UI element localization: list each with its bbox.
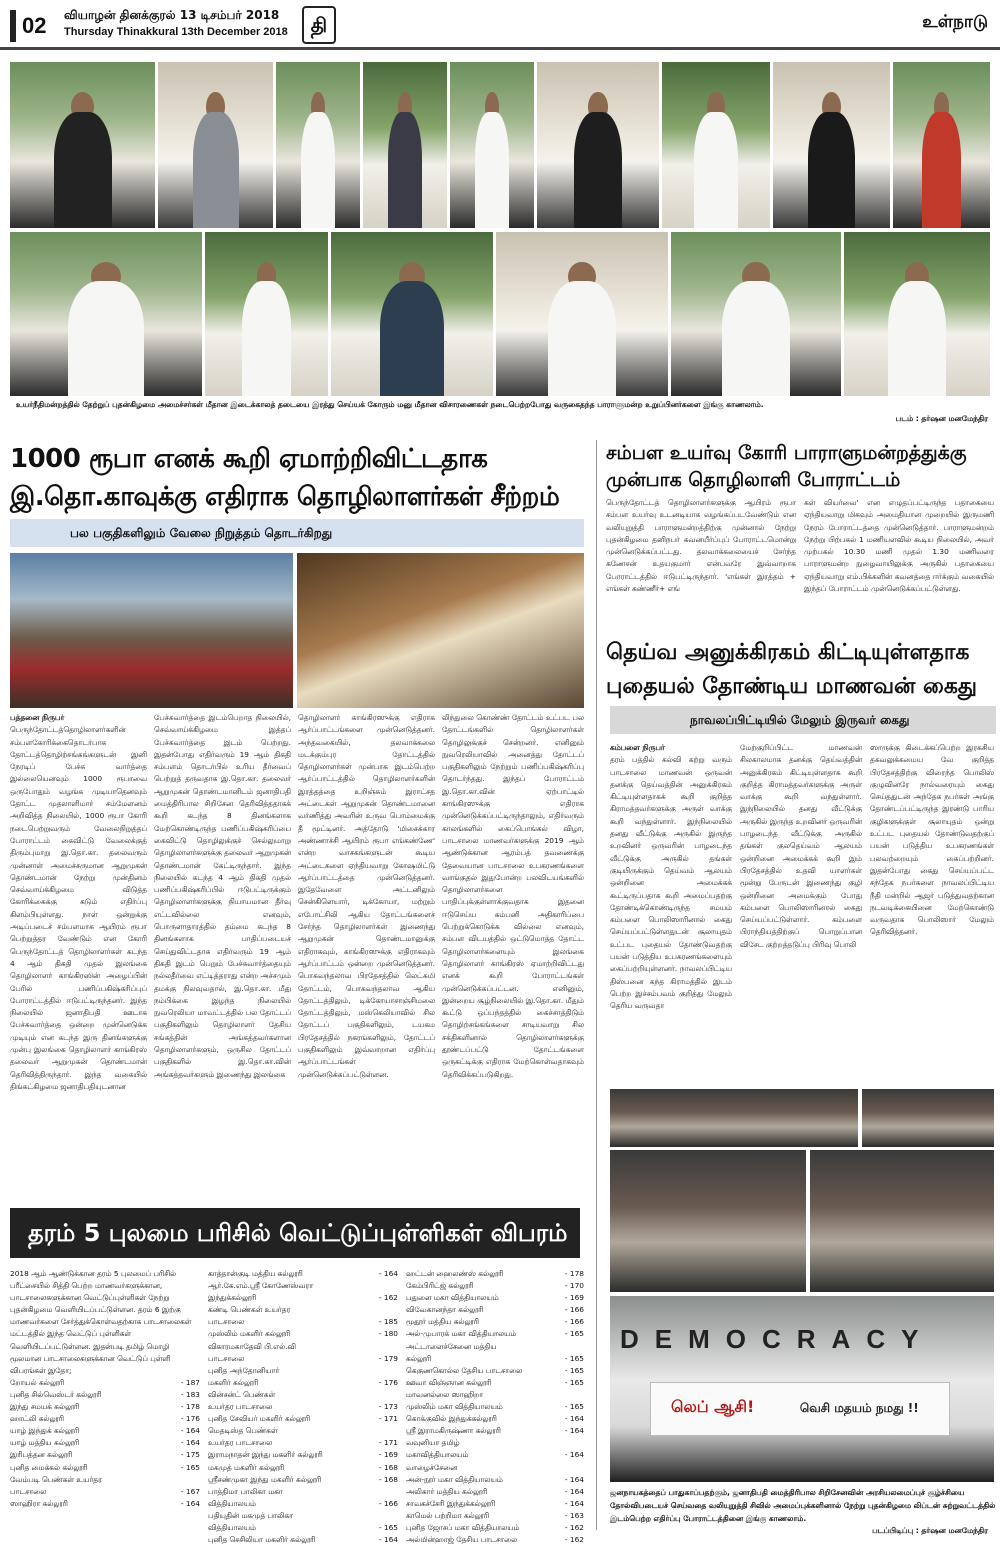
main-headline-line1: 1000 ரூபா எனக் கூறி ஏமாற்றிவிட்டதாக [10,444,488,474]
photo-mp-11 [205,232,328,396]
school-name: வாழைச்சேனை [406,1462,458,1472]
cutoff-row [10,1449,200,1461]
photo-caption: உயர்நீதிமன்றத்தில் தேற்றுப் புதன்கிழமை அமைச்சர்கள் மீதான இடைக்காலத் தடையை இரத்து செய்யக் கோரும் மனு மீதான விசாரணைகள் நடைபெற்றபோது வருகைதந்த பாராளுமன்ற உறுப்பினர்களை இங்கு காணலாம். [10,397,990,413]
cutoff-row [406,1365,584,1377]
cutoff-mark: - 170 [564,1281,584,1291]
school-name: கெகுணகொல்ல தேசிய பாடசாலை [406,1365,523,1375]
scholarship-intro: 2018 ஆம் ஆண்டுக்கான தரம் 5 புலமைப் பரிசில் பரீட்சையில் சித்தி பெற்ற மாணவர்களுக்கான, பாடசாலைகளுக்கான வெட்டுப்புள்ளிகள் நேற்று புதன்கிழமை வெளியிடப்பட்டுள்ளன. தரம் 6 இற்கு மாணவர்களை சேர்த்துக்கொள்வதற்காக பாடசாலைகள் மட்டத்தில் இந்த வெட்டுப் புள்ளிகள் வெளியிடப்பட்டுள்ளன. இதன்படி தமிழ் மொழி மூலமான பாடசாலைகளுக்கான வெட்டுப் புள்ளி விபரங்கள் இதோ; [10,1269,192,1375]
photo-civil-protest-1 [610,1089,858,1147]
school-name: கொக்குவில் இந்துக்கல்லூரி [406,1414,497,1424]
school-name: அன்-நூர் மகா வித்தியாலயம் [406,1474,503,1484]
right-photo-caption: ஜனநாயகத்தைப் பாதுகாப்பதற்கும், ஜனாதிபதி மைத்திரிபால சிறிசேனவின் அரசியலமைப்புச் சூழ்ச்சியை தோல்விபடையச் செய்வதை வலியுறுத்தி சிவில் அமைப்புக்களினால் நேற்று புதன்கிழமை லிப்டன் சுற்றுவட்டத்தில் இடம்பெற்ற எதிர்ப்பு போராட்டத்தினை இங்கு காணலாம். [610,1488,996,1523]
cutoff-row [208,1365,398,1377]
protest-banner [650,1382,950,1436]
school-name: வேம்படி பெண்கள் உயர்தர [10,1474,102,1484]
cutoff-row [208,1316,398,1328]
cutoff-row [10,1377,200,1389]
scholarship-col1 [10,1268,200,1534]
cutoff-list-2 [208,1268,398,1545]
cutoff-mark: - 179 [378,1353,398,1363]
school-name: இரிபத்தன கல்லூரி [10,1450,73,1460]
cutoff-row [406,1449,584,1461]
cutoff-mark: - 164 [564,1414,584,1424]
school-name: பாடசாலை [208,1353,245,1363]
school-name: ஸாஹிரா கல்லூரி [10,1498,68,1508]
school-name: வித்தியாலயம் [208,1522,256,1532]
right-story-2-col1 [610,742,732,1082]
school-name: மகமுத் மகளிர் கல்லூரி [208,1462,285,1472]
photo-mp-4 [363,62,447,228]
democracy-letters: DEMOCRACY [620,1324,935,1354]
right-story-1-col1: பெருந்தோட்டத் தொழிலாளர்களுக்கு ஆயிரம் ரூபா சம்பள உயர்வு உடனடியாக வழங்கப்படவேண்டும் என வலியுறுத்தி பாராளுமன்றத்திற்கு முன்னால் நேற்று புதன்கிழமை தனிநபர் கவனயீர்ப்புப் போராட்டமொன்று முன்னெடுக்கப்பட்டது. தலவாக்கலையைச் சேர்ந்த கணேசன் உதயகுமார் என்பவரே இவ்வாறாக போராட்டத்தில் ஈடுபட்டிருந்தார். 'எங்கள் இரத்தம் + எங்கள் கண்ணீர்+ எங் [606,498,796,594]
cutoff-row [406,1377,584,1389]
cutoff-mark: - 165 [564,1353,584,1363]
cutoff-mark: - 171 [378,1414,398,1424]
cutoff-mark: - 164 [378,1269,398,1278]
cutoff-mark: - 175 [180,1450,200,1460]
cutoff-row [406,1280,584,1292]
cutoff-row [406,1341,584,1353]
school-name: காமெல் பற்றிமா கல்லூரி [406,1510,490,1520]
right-headline-2 [606,636,996,704]
cutoff-mark: - 166 [564,1305,584,1315]
school-name: மகாவித்தியாலயம் [406,1450,469,1460]
protest-banner-text-1: லெப் ஆசி! [671,1397,755,1416]
school-name: முஸ்லிம் மகா வித்தியாலயம் [406,1402,503,1412]
cutoff-mark: - 165 [564,1377,584,1387]
cutoff-mark: - 164 [564,1498,584,1508]
cutoff-mark: - 166 [564,1317,584,1327]
cutoff-row [406,1425,584,1437]
cutoff-row [406,1413,584,1425]
cutoff-row [406,1328,584,1340]
school-name: வவுனியா தமிழ் [406,1438,460,1448]
page-header [0,0,1000,50]
cutoff-mark: - 164 [180,1498,200,1508]
photo-mp-15 [844,232,990,396]
school-name: இந்து சமயக் கல்லூரி [10,1402,80,1412]
cutoff-mark: - 164 [180,1438,200,1448]
photo-civil-protest-3 [610,1150,806,1292]
photo-mp-14 [671,232,841,396]
right-story-2-col3: ஸாருக்கு கிடைக்கப்பெற்ற இரகசிய தகவலுக்கமைய வே குறித்த பிரதேசத்திற்கு விரைந்த பொலிஸ் குழுவினரே நால்வரையும் கைது செய்ததுடன் அந்தேக நபர்கள் அங்கு தோண்டப்பட்டிருந்த இரண்டு பாரிய குழிகளுக்குள் சூலாயுதம் ஒன்று உட்பட புதையல் தோண்டுவதற்குப் பயன் படுத்திய உபகரணங்கள் பலவற்றையும் கைப்பற்றினர். இதன்போது கைது செய்யப்பட்ட சந்தேக நபர்களை நாவலப்பிட்டிய நீதி மன்றில் ஆஜர் படுத்துவதற்கான நடவடிக்கையினை மேற்கொண்டு வருவதாக பொலிஸார் மேலும் தெரிவித்தனர். [870,743,994,937]
cutoff-mark: - 171 [378,1438,398,1448]
cutoff-row [208,1328,398,1340]
school-name: புனித செசிலியா மகளிர் கல்லூரி [208,1535,316,1545]
school-name: றோயல் கல்லூரி [10,1377,65,1387]
school-name: புனித ஜோசப் மகா வித்தியாலயம் [406,1522,520,1532]
school-name: பதுளை மகா வித்தியாலயம் [406,1293,499,1303]
cutoff-row [10,1413,200,1425]
right-headline-2-line2: புதையல் தோண்டிய மாணவன் கைது [606,674,977,699]
photo-mp-7 [662,62,770,228]
main-story-col3: தொழிலாளர் காங்கிரஸுக்கு எதிராக ஆர்ப்பாட்டங்களை முன்னெடுத்தனர். அந்தவகையில், தலவாக்கலை மடக்கும்புர தோட்டத்தில் தொழிலாளர்கள் முன்பாக இடம்பெற்ற ஆர்ப்பாட்டத்தில் தொழிலாளர்களின் இரத்தத்தை உறிஞ்சும் இராட்சத அட்டைகள் ஆறுமுகன் தொண்டமானை வர்ணித்து அவரின் உருவ பொம்மைக்கு தீ மூட்டினர். அத்தோடு 'மிசைக்கார அண்ணாச்சி ஆயிரம் ரூபா எங்கண்ணே' என்ற வாசகங்களுடன் கூடிய அட்டைகளை ஏந்தியவாறு கோஷமிட்டு ஆர்ப்பாட்டத்தை முன்னெடுத்தனர். இதேவேளை அட்டனிலும் சென்கிளெயார், டிக்கோயா, மற்றும் எபோட்சிலி ஆகிய தோட்டங்களைச் சேர்ந்த தொழிலாளர்கள் இணைந்து ஆறுமுகன் தொண்டமானுக்கு எதிராகவும், காங்கிரஸுக்கு எதிராகவும் ஆர்ப்பாட்டம் ஒன்றை முன்னெடுத்தனர். பொகவந்தலாவ பிரதேசத்தில் லெட்சுமி தோட்டம், பொகவந்தலாவ ஆகிய தோட்டத்திலும், டிக்கோயாசாஞ்சிமலை தோட்டத்திலும், மஸ்கெலியாவில் சில தோட்டப் பகுதிகளிலும், டயகம பிரதேசத்தில் நகரங்களிலும், தோட்டப் பகுதிகளிலும் இவ்வாறான எதிர்ப்பு ஆர்ப்பாட்டங்கள் முன்னெடுக்கப்பட்டுள்ளன. [298,713,435,1079]
school-name: மெதடிஸ்த பெண்கள் [208,1426,278,1436]
cutoff-row [406,1522,584,1534]
cutoff-row [208,1401,398,1413]
cutoff-row [406,1462,584,1474]
photo-civil-protest-4 [810,1150,994,1292]
cutoff-mark: - 169 [378,1450,398,1460]
cutoff-mark: - 163 [564,1510,584,1520]
cutoff-row [10,1389,200,1401]
photo-mp-5 [450,62,534,228]
school-name: அட்டாளைச்சேனை மத்திய [406,1341,497,1351]
school-name: மூதூர் மத்திய கல்லூரி [406,1317,479,1327]
cutoff-mark: - 169 [564,1293,584,1303]
page-number: 02 [10,10,56,42]
cutoff-mark: - 164 [378,1535,398,1545]
school-name: அலிகார் மத்திய கல்லூரி [406,1486,488,1496]
cutoff-row [406,1534,584,1546]
cutoff-mark: - 164 [180,1426,200,1436]
school-name: விவேகானந்தா கல்லூரி [406,1305,484,1315]
main-story-text-1: பெருந்தோட்டத்தொழிலாளர்களின் சம்பளகோரிக்கைதொடர்பாக தோட்டத்தொழிற்சங்கங்களுடன் இனி நேரடிப் பேச்சு வார்த்தை இல்லையெனவும் 1000 ரூபாவை ஒருபோதும் வழங்க முடியாதெனவும் தோட்ட முதலாளிமார் சம்மேளனம் அறிவித்த நிலையில், 1000 ரூபா கோரி நடைபெற்றுவரும் வேலைநிறுத்தப் போராட்டம் கைவிட்டு வேலைக்குத் திரும்புமாறு இ.தொ.கா. தலைவரும் முன்னாள் அமைச்சருமான ஆறுமுகன் தொண்டமான் நேற்று முன்தினம் செவ்வாய்க்கிழமை விடுத்த கோரிக்கைக்கு கடும் எதிர்ப்பு கிளம்பியுள்ளது. நாள் ஒன்றுக்கு அடிப்படைச் சம்பளமாக ஆயிரம் ரூபா பெற்றுத்தர வேண்டும் என கோரி பெருந்தோட்டத் தொழிலாளர்கள் கடந்த 4 ஆம் திகதி முதல் இலங்கை தொழிலாளர் காங்கிரஸின் அழைப்பின் பேரில் பணிப்பகிஷ்கரிப்புப் போராட்டத்தில் ஈடுபட்டிருந்தனர். இந்த நிலையில் ஜனாதிபதி ஊடாக பேச்சுவார்த்தை ஒன்றை முன்னெடுக்க முடியும் என கடந்த இரு தினங்களுக்கு முன்பு இலங்கை தொழிலாளர் காங்கிரஸ் தலைவர் ஆறுமுகன் தொண்டமான் தெரிவித்திருந்தார். இந்த வகையில் திங்கட்கிழமை ஜனாதிபதியுடனான [10,725,147,1091]
cutoff-row [10,1437,200,1449]
cutoff-mark: - 180 [378,1329,398,1339]
main-story-col2: பேச்சுவார்த்தை இடம்பெறாத நிலையில், செவ்வாய்க்கிழமை இத்தப் பேச்சுவார்த்தை இடம் பெற்றது. இதன்போது எதிர்வரும் 19 ஆம் திகதி சம்பளம் தொடர்பில் உரிய தீர்வைப் பெற்றுத் தருவதாக இ.தொ.கா. தலைவர் ஆறுமுகன் தொண்டமானிடம் ஜனாதிபதி மைத்திரிபால சிறிசேன தெரிவித்ததாகக் கூறி கடந்த 8 தினங்களாக மேற்கொண்டிருந்த பணிப்பகிஷ்கரிப்பை கைவிட்டு தொழிலுக்குச் செல்லுமாறு தொழிலாளர்களுக்கு தலைவர் ஆறுமுகன் தொண்டமான் கேட்டிருந்தார். இந்த நிலையில் கடந்த 4 ஆம் திகதி முதல் பணிப்பகிஷ்கரிப்பில் ஈடுபட்டிருக்கும் தொழிலாளர்களுக்கு நியாயமான தீர்வு எட்டவில்லை எனவும், பொருளாதாரத்தில் தம்மை கடந்த 8 தினங்களாக பாதிப்படையச் செய்துவிட்டதாக எதிர்வரும் 19 ஆம் திகதி இடம் பெறும் பேச்சுவார்த்தையும் நல்லதீர்வை எட்டித்தராது என்ற அச்சமும் தமக்கு நிலவுவதால், இ.தொ.கா. மீது நம்பிக்கை இழந்த நிலையில் நுவரெலியா மாவட்டத்தில் பல தோட்டப் பகுதிகளிலும் தொழிலாளர் தேசிய சங்கத்தின் அங்கத்தவர்களான தொழிலாளர்களும், ஒருசில தோட்டப் பகுதிகளில் இ.தொ.கா.வின் அங்கத்தவர்களும் இணைந்து இலங்கை [154,713,291,1079]
header-date-english: Thursday Thinakkural 13th December 2018 [64,26,288,38]
cutoff-mark: - 167 [180,1486,200,1496]
cutoff-mark: - 178 [564,1269,584,1278]
cutoff-mark: - 176 [180,1414,200,1424]
right-headline-1-line1: சம்பள உயர்வு கோரி பாராளுமன்றத்துக்கு [606,442,967,464]
democracy-banner [620,1324,980,1358]
school-name: புனித சேவியர் மகளிர் கல்லூரி [208,1414,311,1424]
cutoff-mark: - 178 [180,1402,200,1412]
cutoff-row [406,1401,584,1413]
right-story-1-col2: கள் வியர்வை' என எழுதப்பட்டிருந்த பதாகையை ஏந்தியவாறு மிகவும் அமைதியான முறையில் இருமணி நேரம் போராட்டத்தை முன்னெடுத்தார். பாராளுமன்றம் நேற்று பிற்பகல் 1 மணியளவில் கூடிய நிலையில், அவர் முற்பகல் 10.30 மணி முதல் 1.30 மணிவரை பாராளுமன்ற நுழைவாயிலுக்கு அருகில் பதாகையை ஏந்தியவாறு எம்.பிக்களின் கவனத்தை ஈர்க்கும் வகையில் இந்தப் போராட்டம் முன்னெடுக்கப்பட்டுள்ளது. [804,498,994,594]
right-story-2-text-1: தரம் பத்தில் கல்வி கற்று வரும் பாடசாலை மாணவன் ஒருவன் தனக்கு தெய்வத்தின் அனுக்கிரகம் கிட்டியுள்ளதாகக் கூறி குறித்த கிராமத்தவர்களுக்கு அருள் வாக்கு கூறி வந்துள்ளார். இந்நிலையில் தனது வீட்டுக்கு அருகில் இருந்த உறவினர் ஒருவரின் பாழடைந்த வீட்டுக்கு அருகில் தங்கள் குடியிருக்கும் தெய்வம் ஆலயம் ஒன்றினை அமைக்கக் கூட்டிருப்பதாக கூறி அமைப்பதற்கு தோண்டிக்கொண்டிருந்த சமயம் கம்பளை பொலிஸாரினால் கைது செய்யப்பட்டுள்ளதுடன் சூலாயுதம் உட்பட புதையல் தோண்டுவதற்கு பயன் படுத்திய உபகரணங்களையும் கைப்பற்றியுள்ளனர். நாவலப்பிட்டிய திஸ்பனை கந்த கிராமத்தில் இடம் பெற்ற இச்சம்பவம் குறித்து மேலும் தெரிய வருவதா [610,755,732,1011]
cutoff-row [208,1425,398,1437]
cutoff-mark: - 166 [378,1498,398,1508]
scholarship-headline: தரம் 5 புலமை பரிசில் வெட்டுப்புள்ளிகள் விபரம் [10,1208,580,1258]
cutoff-row [208,1268,398,1280]
school-name: ஆர்.கே.எம்.ஸ்ரீ கோணேஸ்வரா [208,1281,314,1291]
cutoff-mark: - 164 [564,1474,584,1484]
school-name: அல்-முபாரக் மகா வித்தியாலயம் [406,1329,517,1339]
cutoff-mark: - 162 [378,1293,398,1303]
main-byline: பத்தனை நிருபர் [10,713,65,722]
school-name: அல்மின்ஹாஜ் தேசிய பாடசாலை [406,1535,518,1545]
cutoff-row [406,1304,584,1316]
cutoff-row [208,1389,398,1401]
cutoff-mark: - 168 [378,1474,398,1484]
right-headline-1-line2: முன்பாக தொழிலாளி போராட்டம் [606,469,901,491]
cutoff-mark: - 165 [378,1522,398,1532]
section-title: உள்நாடு [922,12,988,32]
right-headline-2-line1: தெய்வ அனுக்கிரகம் கிட்டியுள்ளதாக [606,640,970,665]
school-name: ஊவா விஞ்ஞான கல்லூரி [406,1377,492,1387]
photo-mp-12 [331,232,493,396]
photo-mp-1 [10,62,155,228]
newspaper-logo: தி [302,6,336,44]
cutoff-row [208,1486,398,1498]
cutoff-row [10,1486,200,1498]
photo-civil-protest-2 [862,1089,994,1147]
column-divider [596,440,597,1530]
cutoff-mark: - 162 [564,1522,584,1532]
school-name: வித்தியாலயம் [208,1498,256,1508]
cutoff-row [10,1401,200,1413]
school-name: புனித மைக்கல் கல்லூரி [10,1462,88,1472]
main-headline [10,440,595,516]
cutoff-mark: - 187 [180,1377,200,1387]
cutoff-row [208,1377,398,1389]
photo-mp-10 [10,232,202,396]
cutoff-list-1 [10,1377,200,1510]
cutoff-row [208,1510,398,1522]
school-name: இந்துக்கல்லூரி [208,1293,257,1303]
right-headline-1 [606,440,996,494]
school-name: யாழ் இந்துக் கல்லூரி [10,1426,80,1436]
cutoff-row [406,1316,584,1328]
main-story-col4: லிந்துலை கொண்ண் தோட்டம் உட்பட பல தோட்டங்களில் தொழிலாளர்கள் தொழிலுக்குச் சென்றனர். எனினும் நுவரெலியாவில் அனைத்து தோட்டப் பகுதிகளிலும் நேற்றும் பணிப்பகிஷ்கரிப்பு தொடர்ந்தது. இந்தப் போராட்டம் இ.தொ.கா.வின் ஏற்பாட்டில் காங்கிரஸுக்கு எதிராக முன்னெடுக்கப்பட்டிருந்தாலும், எதிர்வரும் காலங்களில் கைப்பொங்கல் விழா, பாடசாலை மாணவர்களுக்கு 2019 ஆம் ஆண்டுக்கான ஆரம்பத் தவணைக்கு தேவையான பாடசாலை உபகரணங்களை வாங்குதல் இதுபோன்ற பலவிடயங்களில் தொழிலாளர்களை பாதிப்புக்குள்ளாக்குவதாக இதனை ஈடுசெய்ய கம்பனி அதிகாரிப்பை பெற்றுக்கொடுக்க வில்லை எனவும், சம்பள விடயத்தில் ஒட்டுமொத்த தோட்ட தொழிலாளர்களையும் இலங்கை தொழிலாளர் காங்கிரஸ் ஏமாற்றிவிட்டது எனக் கூறி போராட்டங்கள் முன்னெடுக்கப்பட்டன. எனினும், இன்றைய சூழ்நிலையில் இ.தொ.கா. மீதும் கூட்டு ஒப்பந்தத்தில் கைச்சாத்திடும் தொழிற்சங்கங்களை சாடியவாறு சில சக்திகளினால் தொழிலாளர்களுக்கு தூண்டப்பட்டு தோட்டங்களை ஒருகட்டிக்கு எதிராக மேற்கொள்வதாகவும் தெரிவிக்கப்படுகிறது. [442,713,584,1079]
school-name: உயர்தர பாடசாலை [208,1438,273,1448]
photo-mp-9 [893,62,990,228]
cutoff-mark: - 165 [564,1365,584,1375]
right-photo-credit: படப்பிடிப்பு : தர்ஷன மனமேந்திர [872,1526,988,1535]
cutoff-row [208,1304,398,1316]
school-name: கண்டி பெண்கள் உயர்தர [208,1305,291,1315]
photo-mp-8 [773,62,890,228]
main-subhead: பல பகுதிகளிலும் வேலை நிறுத்தம் தொடர்கிறது [10,519,584,547]
cutoff-mark: - 185 [378,1317,398,1327]
school-name: ஹட்டன் ஹைலண்ஸ் கல்லூரி [406,1269,504,1278]
school-name: ஸ்ரீசண்முகா இந்து மகளிர் கல்லூரி [208,1474,322,1484]
cutoff-row [10,1462,200,1474]
cutoff-row [406,1353,584,1365]
cutoff-row [406,1486,584,1498]
school-name: பாடசாலை [10,1486,47,1496]
cutoff-row [208,1353,398,1365]
photo-democracy-protest [610,1296,994,1482]
right-subhead-2: நாவலப்பிட்டியில் மேலும் இருவர் கைது [610,706,996,734]
cutoff-row [208,1413,398,1425]
photo-credit: படம் : தர்ஷன மனமேந்திர [895,414,988,423]
cutoff-row [406,1510,584,1522]
school-name: முஸ்லிம் மகளிர் கல்லூரி [208,1329,291,1339]
school-name: சாவகச்சேரி இந்துக்கல்லூரி [406,1498,496,1508]
school-name: இராமநாதன் இந்து மகளிர் கல்லூரி [208,1450,323,1460]
cutoff-row [406,1292,584,1304]
school-name: யாழ் மத்திய கல்லூரி [10,1438,80,1448]
cutoff-mark: - 162 [564,1535,584,1545]
cutoff-row [406,1474,584,1486]
cutoff-row [208,1534,398,1546]
school-name: பதியுதின் மகமுத் பாலிகா [208,1510,293,1520]
cutoff-mark: - 168 [378,1462,398,1472]
photo-mp-3 [276,62,360,228]
school-name: மகளிர் கல்லூரி [208,1377,259,1387]
school-name: உயர்தர பாடசாலை [208,1402,273,1412]
photo-mp-2 [158,62,273,228]
school-name: காத்தான்குடி மத்திய கல்லூரி [208,1269,303,1278]
cutoff-mark: - 165 [564,1329,584,1339]
cutoff-row [406,1437,584,1449]
school-name: வின்சன்ட் பெண்கள் [208,1389,276,1399]
protest-banner-text-2: வெசி மதயம் நமது !! [799,1401,919,1415]
cutoff-row [208,1462,398,1474]
school-name: கல்லூரி [406,1353,432,1363]
school-name: கேம்பிரிட்ஜ் கல்லூரி [406,1281,474,1291]
school-name: விகாரமகாதேவி பி.எல்.வி [208,1341,296,1351]
cutoff-mark: - 164 [564,1486,584,1496]
school-name: புனித சில்வெஸ்டர் கல்லூரி [10,1389,102,1399]
school-name: மாவனல்லை ஸாஹிறா [406,1389,484,1399]
photo-effigy-burning [297,553,584,708]
school-name: ஹாட்லி கல்லூரி [10,1414,64,1424]
school-name: பாடசாலை [208,1317,245,1327]
school-name: ஸ்ரீ இராமகிருஷ்ணா கல்லூரி [406,1426,501,1436]
cutoff-row [406,1498,584,1510]
main-headline-line2: இ.தொ.காவுக்கு எதிராக தொழிலாளர்கள் சீற்றம் [10,482,560,512]
right-story-2-col2: மேற்குறிப்பிட்ட மாணவன் சிலகாலமாக தனக்கு தெய்வத்தின் அனுக்கிரகம் கிட்டியுள்ளதாக கூறி குறித்த கிராமத்தவர்களுக்கு அருள் வாக்கு கூறி வந்துள்ளார். இந்நிலையில் தனது வீட்டுக்கு அருகில் இருந்த உறவினர் ஒருவரின் பாழடைந்த வீட்டுக்கு அருகில் தங்கள் குலதெய்வம் ஆலயம் ஒன்றினை அமைக்கக் கூறி இம் பிரதேசத்தில் உதவி யாளர்கள் மூன்று பேருடன் இணைந்து குழி ஒன்றினை அமைக்கும் போது கம்பளை பொலிஸாரினால் கைது செய்யப்பட்டுள்ளார். கம்பளை பிராந்தியத்திற்குப் பொறுப்பான விசேட குற்றத்தடுப்பு பிரிவு பொலி [740,743,862,949]
photo-mp-13 [496,232,668,396]
cutoff-row [10,1425,200,1437]
cutoff-row [208,1449,398,1461]
cutoff-list-3 [406,1268,584,1545]
cutoff-row [208,1474,398,1486]
cutoff-row [10,1498,200,1510]
cutoff-row [208,1341,398,1353]
school-name: புனித அந்தோனியார் [208,1365,280,1375]
photo-mp-6 [537,62,659,228]
cutoff-mark: - 173 [378,1402,398,1412]
cutoff-mark: - 165 [564,1402,584,1412]
cutoff-row [208,1280,398,1292]
cutoff-mark: - 176 [378,1377,398,1387]
cutoff-row [208,1292,398,1304]
header-date-tamil: வியாழன் தினக்குரல் 13 டிசம்பர் 2018 [64,8,280,22]
cutoff-row [406,1268,584,1280]
cutoff-mark: - 183 [180,1389,200,1399]
cutoff-row [406,1389,584,1401]
cutoff-row [208,1437,398,1449]
main-story-col1 [10,712,147,1192]
cutoff-mark: - 165 [180,1462,200,1472]
cutoff-row [208,1498,398,1510]
cutoff-row [208,1522,398,1534]
photo-worker-protest [10,553,293,708]
right-byline: கம்பளை நிருபர் [610,743,665,752]
school-name: பாத்திமா பாலிகா மகா [208,1486,283,1496]
cutoff-row [10,1474,200,1486]
cutoff-mark: - 164 [564,1426,584,1436]
cutoff-mark: - 164 [564,1450,584,1460]
